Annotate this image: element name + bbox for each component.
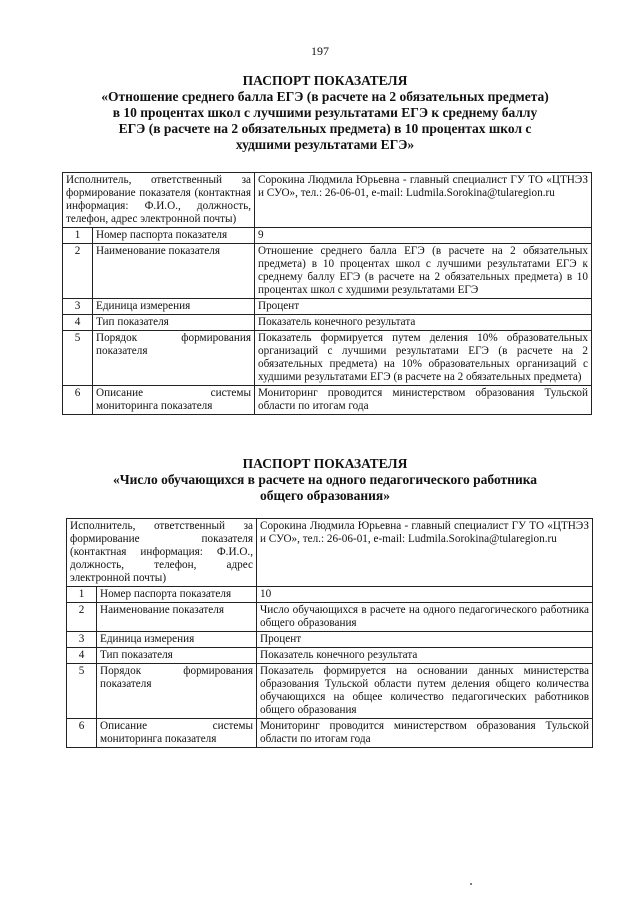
row-number: 1 <box>63 228 93 244</box>
row-label: Порядок формирования показателя <box>93 331 255 386</box>
passport-2-table <box>66 518 593 748</box>
row-number: 2 <box>67 603 97 632</box>
row-number: 4 <box>67 648 97 664</box>
row-value: Показатель формируется на основании данных министерства образования Тульской области путем деления общего количества обучающихся на общее количество педагогических работников общего образования <box>257 664 593 719</box>
row-number: 6 <box>63 386 93 415</box>
row-label: Описание системы мониторинга показателя <box>97 719 257 748</box>
table-row <box>63 331 592 386</box>
table-row <box>63 173 592 228</box>
table-row <box>67 603 593 632</box>
table-row <box>63 386 592 415</box>
row-label: Тип показателя <box>93 315 255 331</box>
row-label: Порядок формирования показателя <box>97 664 257 719</box>
title-line: в 10 процентах школ с лучшими результатами ЕГЭ к среднему баллу <box>112 105 538 120</box>
passport-1-table <box>62 172 592 415</box>
title-line: «Число обучающихся в расчете на одного педагогического работника <box>112 472 538 487</box>
passport-2-title <box>60 456 590 504</box>
row-value: Мониторинг проводится министерством образования Тульской области по итогам года <box>257 719 593 748</box>
row-value: 9 <box>255 228 592 244</box>
row-value: Число обучающихся в расчете на одного педагогического работника общего образования <box>257 603 593 632</box>
table-row <box>67 632 593 648</box>
executor-label: Исполнитель, ответственный за формирование показателя (контактная информация: Ф.И.О., должность, телефон, адрес электронной почты) <box>67 519 257 587</box>
row-number: 3 <box>63 299 93 315</box>
table-row <box>63 228 592 244</box>
table-row <box>67 664 593 719</box>
title-line: ПАСПОРТ ПОКАЗАТЕЛЯ <box>242 456 408 471</box>
row-label: Тип показателя <box>97 648 257 664</box>
row-value: Показатель формируется путем деления 10% образовательных организаций с лучшими результатами ЕГЭ (в расчете на 2 обязательных предмета) на 10% образовательных организаций с худшими результатами ЕГЭ (в расчете на 2 обязательных предмета) <box>255 331 592 386</box>
page-number: 197 <box>311 44 329 58</box>
executor-value: Сорокина Людмила Юрьевна - главный специалист ГУ ТО «ЦТНЭЗ и СУО», тел.: 26-06-01, e-mail: Ludmila.Sorokina@tularegion.ru <box>255 173 592 228</box>
executor-value: Сорокина Людмила Юрьевна - главный специалист ГУ ТО «ЦТНЭЗ и СУО», тел.: 26-06-01, e-mail: Ludmila.Sorokina@tularegion.ru <box>257 519 593 587</box>
table-row <box>67 587 593 603</box>
row-label: Описание системы мониторинга показателя <box>93 386 255 415</box>
row-label: Наименование показателя <box>97 603 257 632</box>
title-line: общего образования» <box>260 488 390 503</box>
row-label: Номер паспорта показателя <box>93 228 255 244</box>
row-number: 5 <box>63 331 93 386</box>
table-row <box>67 719 593 748</box>
row-value: Мониторинг проводится министерством образования Тульской области по итогам года <box>255 386 592 415</box>
title-line: ПАСПОРТ ПОКАЗАТЕЛЯ <box>242 73 408 88</box>
row-label: Наименование показателя <box>93 244 255 299</box>
row-number: 1 <box>67 587 97 603</box>
row-number: 6 <box>67 719 97 748</box>
row-number: 3 <box>67 632 97 648</box>
table-row <box>63 244 592 299</box>
table-row <box>63 315 592 331</box>
title-line: ЕГЭ (в расчете на 2 обязательных предмета) в 10 процентах школ с <box>118 121 532 136</box>
passport-1-title <box>60 73 590 153</box>
row-value: Показатель конечного результата <box>255 315 592 331</box>
title-line: «Отношение среднего балла ЕГЭ (в расчете на 2 обязательных предмета) <box>101 89 549 104</box>
row-number: 4 <box>63 315 93 331</box>
row-value: Показатель конечного результата <box>257 648 593 664</box>
table-row <box>67 519 593 587</box>
scan-speck <box>470 883 472 885</box>
row-label: Единица измерения <box>93 299 255 315</box>
row-value: Процент <box>255 299 592 315</box>
table-row <box>67 648 593 664</box>
row-number: 5 <box>67 664 97 719</box>
title-line: худшими результатами ЕГЭ» <box>235 137 415 152</box>
table-row <box>63 299 592 315</box>
executor-label: Исполнитель, ответственный за формирование показателя (контактная информация: Ф.И.О., должность, телефон, адрес электронной почты) <box>63 173 255 228</box>
row-label: Номер паспорта показателя <box>97 587 257 603</box>
row-value: Процент <box>257 632 593 648</box>
row-label: Единица измерения <box>97 632 257 648</box>
row-value: Отношение среднего балла ЕГЭ (в расчете на 2 обязательных предмета) в 10 процентах школ с лучшими результатами ЕГЭ к среднему баллу ЕГЭ (в расчете на 2 обязательных предмета) в 10 процентах школ с худшими результатами ЕГЭ <box>255 244 592 299</box>
row-number: 2 <box>63 244 93 299</box>
row-value: 10 <box>257 587 593 603</box>
